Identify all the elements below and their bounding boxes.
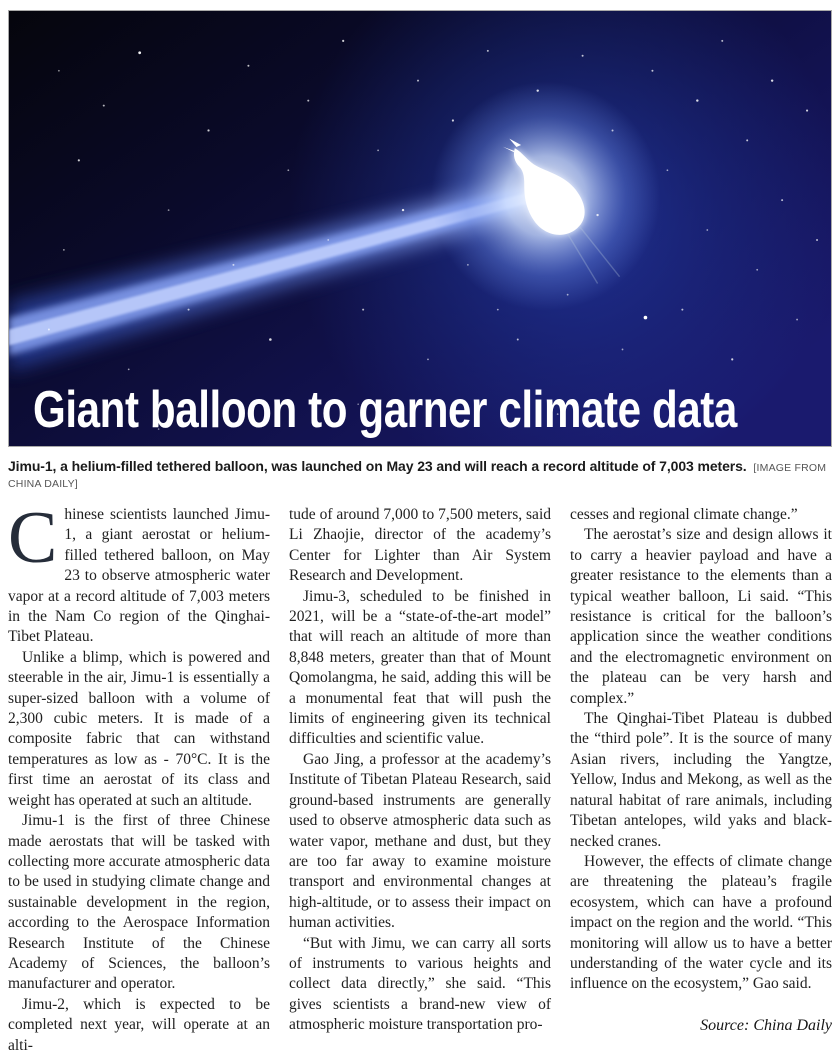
paragraph-text: hinese scientists launched Jimu-1, a giant aerostat or helium-filled tethered balloon, on May 23 to observe atmospheric water vapor at a record altitude of 7,003 meters in the Nam Co region of the Qinghai-Tibet Plateau.	[8, 506, 270, 646]
hero-image	[8, 10, 832, 447]
image-credit: [IMAGE FROM CHINA DAILY]	[8, 462, 827, 490]
article-column-1	[8, 497, 270, 1056]
paragraph: Jimu-1 is the first of three Chinese made aerostats that will be tasked with collecting more accurate atmospheric data to be used in studying climate change and sustainable development in the region, according to the Aerospace Information Research Institute of the Chinese Academy of Sciences, the balloon’s manufacturer and operator.	[8, 812, 270, 993]
article-column-3	[570, 505, 832, 1056]
headline: Giant balloon to garner climate data	[33, 381, 737, 439]
paragraph: “But with Jimu, we can carry all sorts of instruments to various heights and collect data directly,” she said. “This gives scientists a brand-new view of atmospheric moisture transportation pro-	[289, 934, 551, 1034]
paragraph: The Qinghai-Tibet Plateau is dubbed the “third pole”. It is the source of many Asian rivers, including the Yangtze, Yellow, Indus and Mekong, as well as the natural habitat of rare animals, including Tibetan antelopes, wild yaks and black-necked cranes.	[570, 710, 832, 850]
paragraph: The aerostat’s size and design allows it to carry a heavier payload and have a greater resistance to the elements than a typical weather balloon, Li said. “This resistance is critical for the balloon’s application since the weather conditions and the electromagnetic environment on the plateau can be very harsh and complex.”	[570, 526, 832, 707]
caption-text: Jimu-1, a helium-filled tethered balloon, was launched on May 23 and will reach a record altitude of 7,003 meters.	[8, 458, 747, 474]
drop-cap: C	[8, 497, 58, 579]
balloon-graphic	[431, 82, 660, 311]
paragraph: Unlike a blimp, which is powered and steerable in the air, Jimu-1 is essentially a super-sized balloon with a volume of 2,300 cubic meters. It is made of a composite fabric that can withstand temperatures as low as - 70°C. It is the first time an aerostat of its class and weight has operated at such an altitude.	[8, 648, 270, 809]
paragraph: Jimu-3, scheduled to be finished in 2021, will be a “state-of-the-art model” that will reach an altitude of more than 8,848 meters, greater than that of Mount Qomolangma, he said, adding this will be a monumental feat that will push the limits of engineering given its technical difficulties and scientific value.	[289, 587, 551, 748]
source-attribution: Source: China Daily	[700, 1016, 832, 1034]
paragraph: cesses and regional climate change.”	[570, 506, 798, 523]
photo-caption	[8, 458, 832, 490]
paragraph	[8, 497, 270, 648]
paragraph: tude of around 7,000 to 7,500 meters, said Li Zhaojie, director of the academy’s Center for Lighter than Air System Research and Development.	[289, 506, 551, 585]
paragraph: Gao Jing, a professor at the academy’s Institute of Tibetan Plateau Research, said ground-based instruments are generally used to observe atmospheric data such as water vapor, methane and dust, but they are too far away to examine moisture transport and environmental changes at high-altitude, or to assess their impact on human activities.	[289, 750, 551, 932]
article-column-2	[289, 505, 551, 1056]
paragraph: However, the effects of climate change are threatening the plateau’s fragile ecosystem, which can have a profound impact on the region and the world. “This monitoring will allow us to have a better understanding of the water cycle and its influence on the ecosystem,” Gao said.	[570, 852, 832, 993]
paragraph: Jimu-2, which is expected to be completed next year, will operate at an alti-	[8, 995, 270, 1054]
article-body	[8, 497, 832, 1056]
